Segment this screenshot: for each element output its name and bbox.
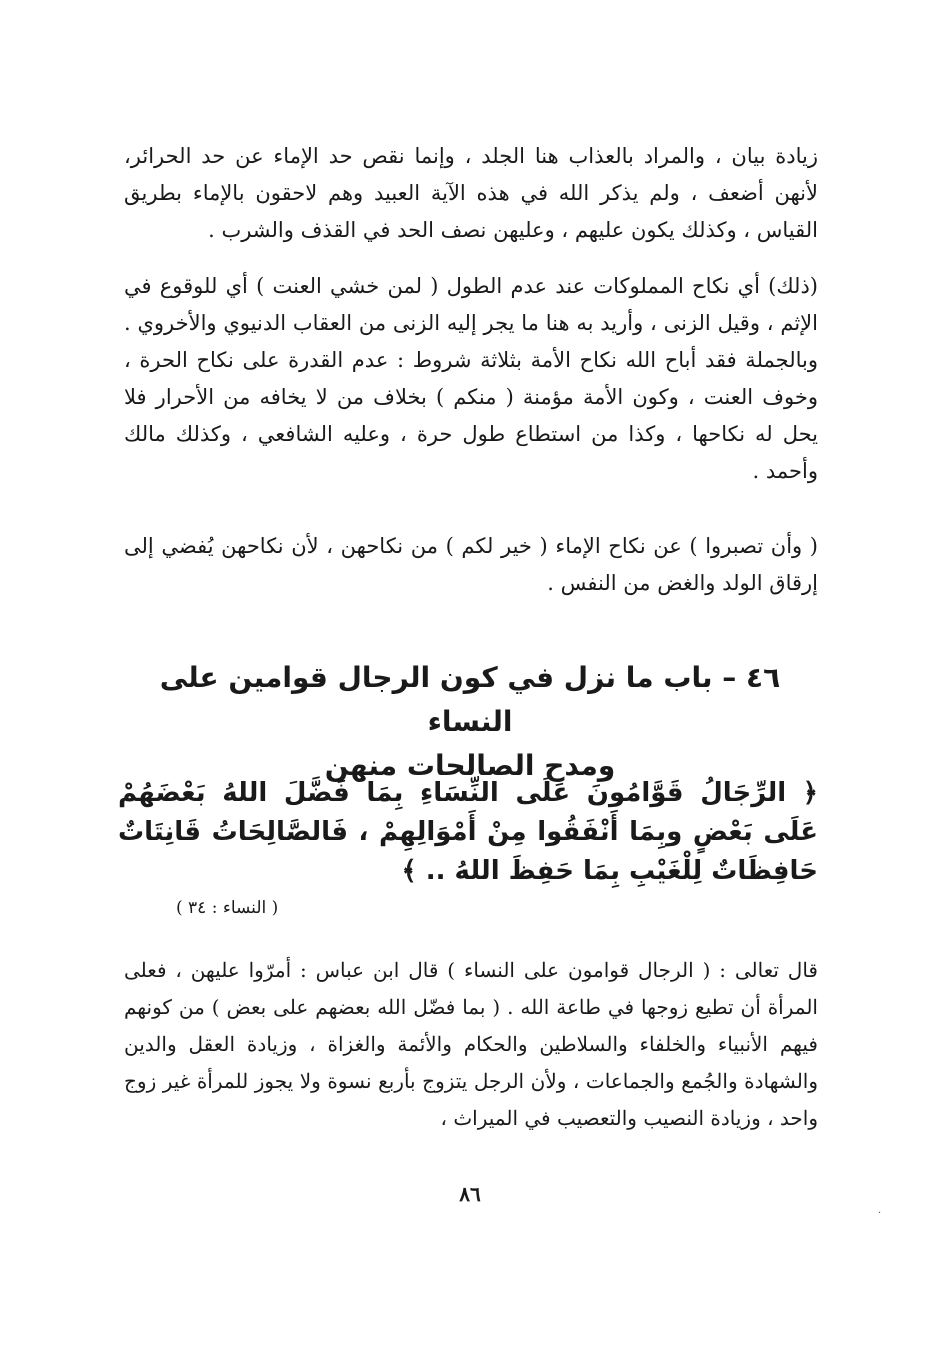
paragraph-tafsir: قال تعالى : ( الرجال قوامون على النساء ) قال ابن عباس : أمرّوا عليهن ، فعلى المرأة أن تطيع زوجها في طاعة الله . ( بما فضّل الله بعضهم على بعض ) من كونهم فيهم الأنبياء والخلفاء والسلاطين والحكام والأئمة والغزاة ، وزيادة العقل والدين والشهادة والجُمع والجماعات ، ولأن الرجل يتزوج بأربع نسوة ولا يجوز للمرأة غير زوج واحد ، وزيادة النصيب والتعصيب في الميراث ، <box>124 958 818 1130</box>
chapter-heading <box>150 656 790 788</box>
chapter-heading-line2: ومدح الصالحات منهن <box>324 749 616 782</box>
chapter-heading-line1: ٤٦ – باب ما نزل في كون الرجال قوامين على النساء <box>159 661 781 738</box>
paragraph-hudud: زيادة بيان ، والمراد بالعذاب هنا الجلد ، وإنما نقص حد الإماء عن حد الحرائر، لأنهن أضعف ، ولم يذكر الله في هذه الآية العبيد وهم لاحقون بالإماء بطريق القياس ، وكذلك يكون عليهم ، وعليهن نصف الحد في القذف والشرب . <box>124 144 818 242</box>
verse-reference: ( النساء : ٣٤ ) <box>176 898 279 918</box>
paragraph-dhalika: (ذلك) أي نكاح المملوكات عند عدم الطول ( لمن خشي العنت ) أي للوقوع في الإثم ، وقيل الزنى ، وأريد به هنا ما يجر إليه الزنى من العقاب الدنيوي والأخروي . وبالجملة فقد أباح الله نكاح الأمة بثلاثة شروط : عدم القدرة على نكاح الحرة ، وخوف العنت ، وكون الأمة مؤمنة ( منكم ) بخلاف من لا يخافه من الأحرار فلا يحل له نكاحها ، وكذا من استطاع طول حرة ، وعليه الشافعي ، وكذلك مالك وأحمد . <box>124 274 818 483</box>
scan-mark: · <box>878 1208 882 1219</box>
page-number: ٨٦ <box>459 1182 481 1206</box>
paragraph-tasbiru: ( وأن تصبروا ) عن نكاح الإماء ( خير لكم ) من نكاحهن ، لأن نكاحهن يُفضي إلى إرقاق الولد والغض من النفس . <box>124 534 818 595</box>
quran-verse: ﴿ الرِّجَالُ قَوَّامُونَ عَلَى النِّسَاءِ بِمَا فَضَّلَ اللهُ بَعْضَهُمْ عَلَى بَعْضٍ وبِمَا أَنْفَقُوا مِنْ أَمْوَالِهِمْ ، فَالصَّالِحَاتُ قَانِتَاتٌ حَافِظَاتٌ لِلْغَيْبِ بِمَا حَفِظَ اللهُ .. ﴾ <box>118 778 818 886</box>
